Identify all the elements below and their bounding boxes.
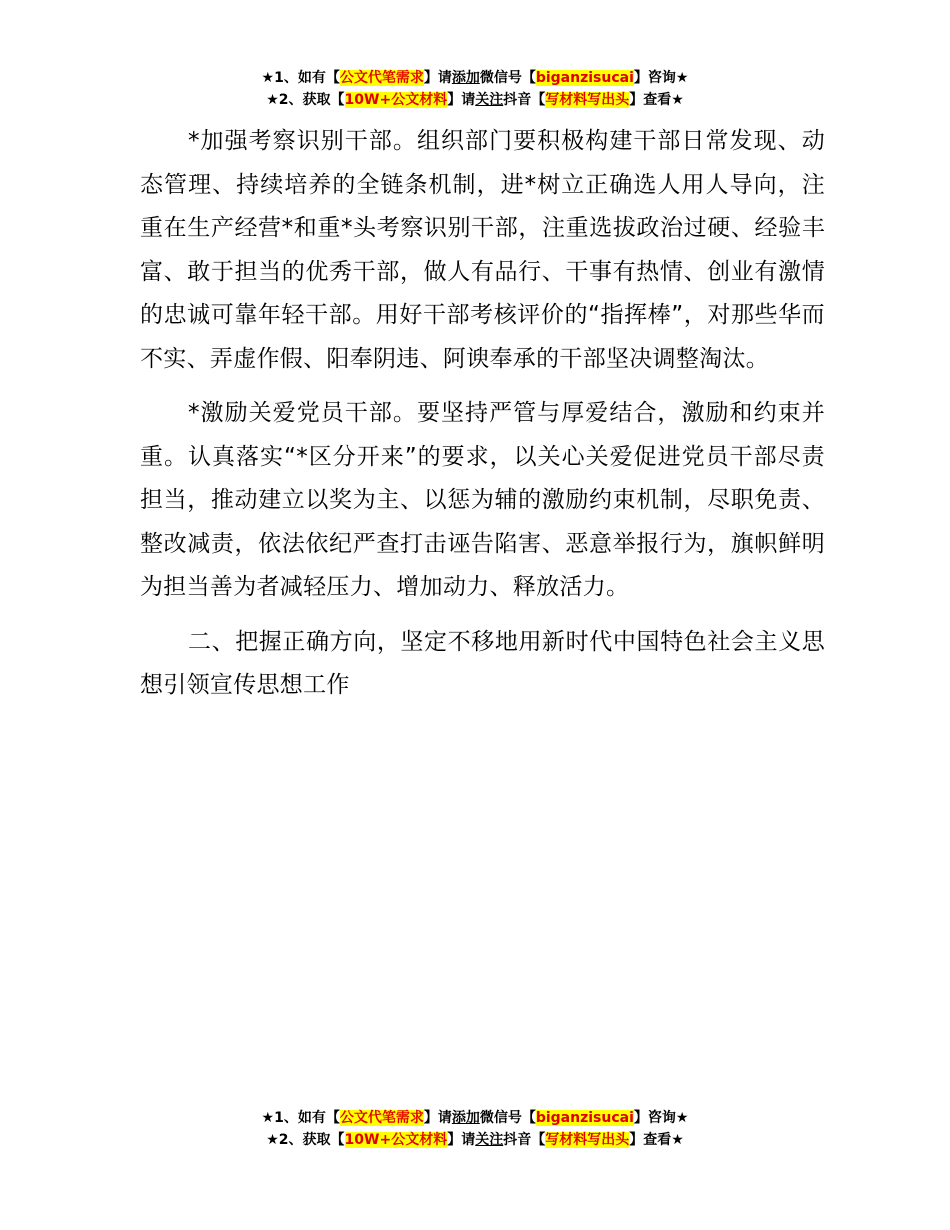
highlight-wechat-id: biganzisucai [535, 1110, 634, 1126]
paragraph-cadre-incentive: *激励关爱党员干部。要坚持严管与厚爱结合，激励和约束并重。认真落实“*区分开来”的要求，以关心关爱促进党员干部尽责担当，推动建立以奖为主、以惩为辅的激励约束机制，尽职免责、整改减责，依法依纪严查打击诬告陷害、恶意举报行为，旗帜鲜明为担当善为者减轻压力、增加动力、释放活力。 [140, 400, 825, 600]
underlined-text: 关注 [475, 1132, 504, 1148]
banner-text: 】查看 [629, 92, 672, 108]
banner-text: 微信号【 [479, 1110, 536, 1126]
banner-line-2 [0, 1129, 950, 1151]
star-icon: ★ [266, 92, 279, 108]
highlight-materials: 10W+公文材料 [344, 92, 448, 108]
banner-line-1 [0, 67, 950, 89]
underlined-text: 添加 [451, 70, 480, 86]
star-icon: ★ [675, 70, 689, 86]
footer-banner [0, 1107, 950, 1151]
document-body [140, 120, 825, 719]
banner-text: 】请 [447, 92, 476, 108]
paragraph-cadre-selection: *加强考察识别干部。组织部门要积极构建干部日常发现、动态管理、持续培养的全链条机制，进*树立正确选人用人导向，注重在生产经营*和重*头考察识别干部，注重选拔政治过硬、经验丰富、敢于担当的优秀干部，做人有品行、干事有热情、创业有激情的忠诚可靠年轻干部。用好干部考核评价的“指挥棒”，对那些华而不实、弄虚作假、阳奉阴违、阿谀奉承的干部坚决调整淘汰。 [140, 128, 825, 372]
banner-text: 】请 [447, 1132, 476, 1148]
star-icon: ★ [261, 1110, 275, 1126]
banner-text: 】查看 [629, 1132, 672, 1148]
highlight-wechat-id: biganzisucai [535, 70, 634, 86]
highlight-materials: 10W+公文材料 [344, 1132, 448, 1148]
banner-text: 】请 [423, 1110, 452, 1126]
highlight-douyin: 写材料写出头 [545, 1132, 630, 1148]
banner-text: 1、如有【 [274, 70, 340, 86]
star-icon: ★ [671, 1132, 684, 1148]
banner-text: 】请 [423, 70, 452, 86]
header-banner [0, 67, 950, 111]
star-icon: ★ [266, 1132, 279, 1148]
underlined-text: 添加 [451, 1110, 480, 1126]
banner-line-1 [0, 1107, 950, 1129]
banner-text: 】咨询 [633, 1110, 676, 1126]
banner-line-2 [0, 89, 950, 111]
banner-text: 】咨询 [633, 70, 676, 86]
section-heading: 二、把握正确方向，坚定不移地用新时代中国特色社会主义思想引领宣传思想工作 [140, 628, 825, 698]
highlight-service: 公文代笔需求 [339, 1110, 424, 1126]
banner-text: 2、获取【 [278, 92, 345, 108]
highlight-douyin: 写材料写出头 [545, 92, 630, 108]
banner-text: 抖音【 [503, 92, 546, 108]
banner-text: 2、获取【 [278, 1132, 345, 1148]
star-icon: ★ [261, 70, 275, 86]
banner-text: 抖音【 [503, 1132, 546, 1148]
underlined-text: 关注 [475, 92, 504, 108]
highlight-service: 公文代笔需求 [339, 70, 424, 86]
banner-text: 微信号【 [479, 70, 536, 86]
star-icon: ★ [671, 92, 684, 108]
banner-text: 1、如有【 [274, 1110, 340, 1126]
star-icon: ★ [675, 1110, 689, 1126]
